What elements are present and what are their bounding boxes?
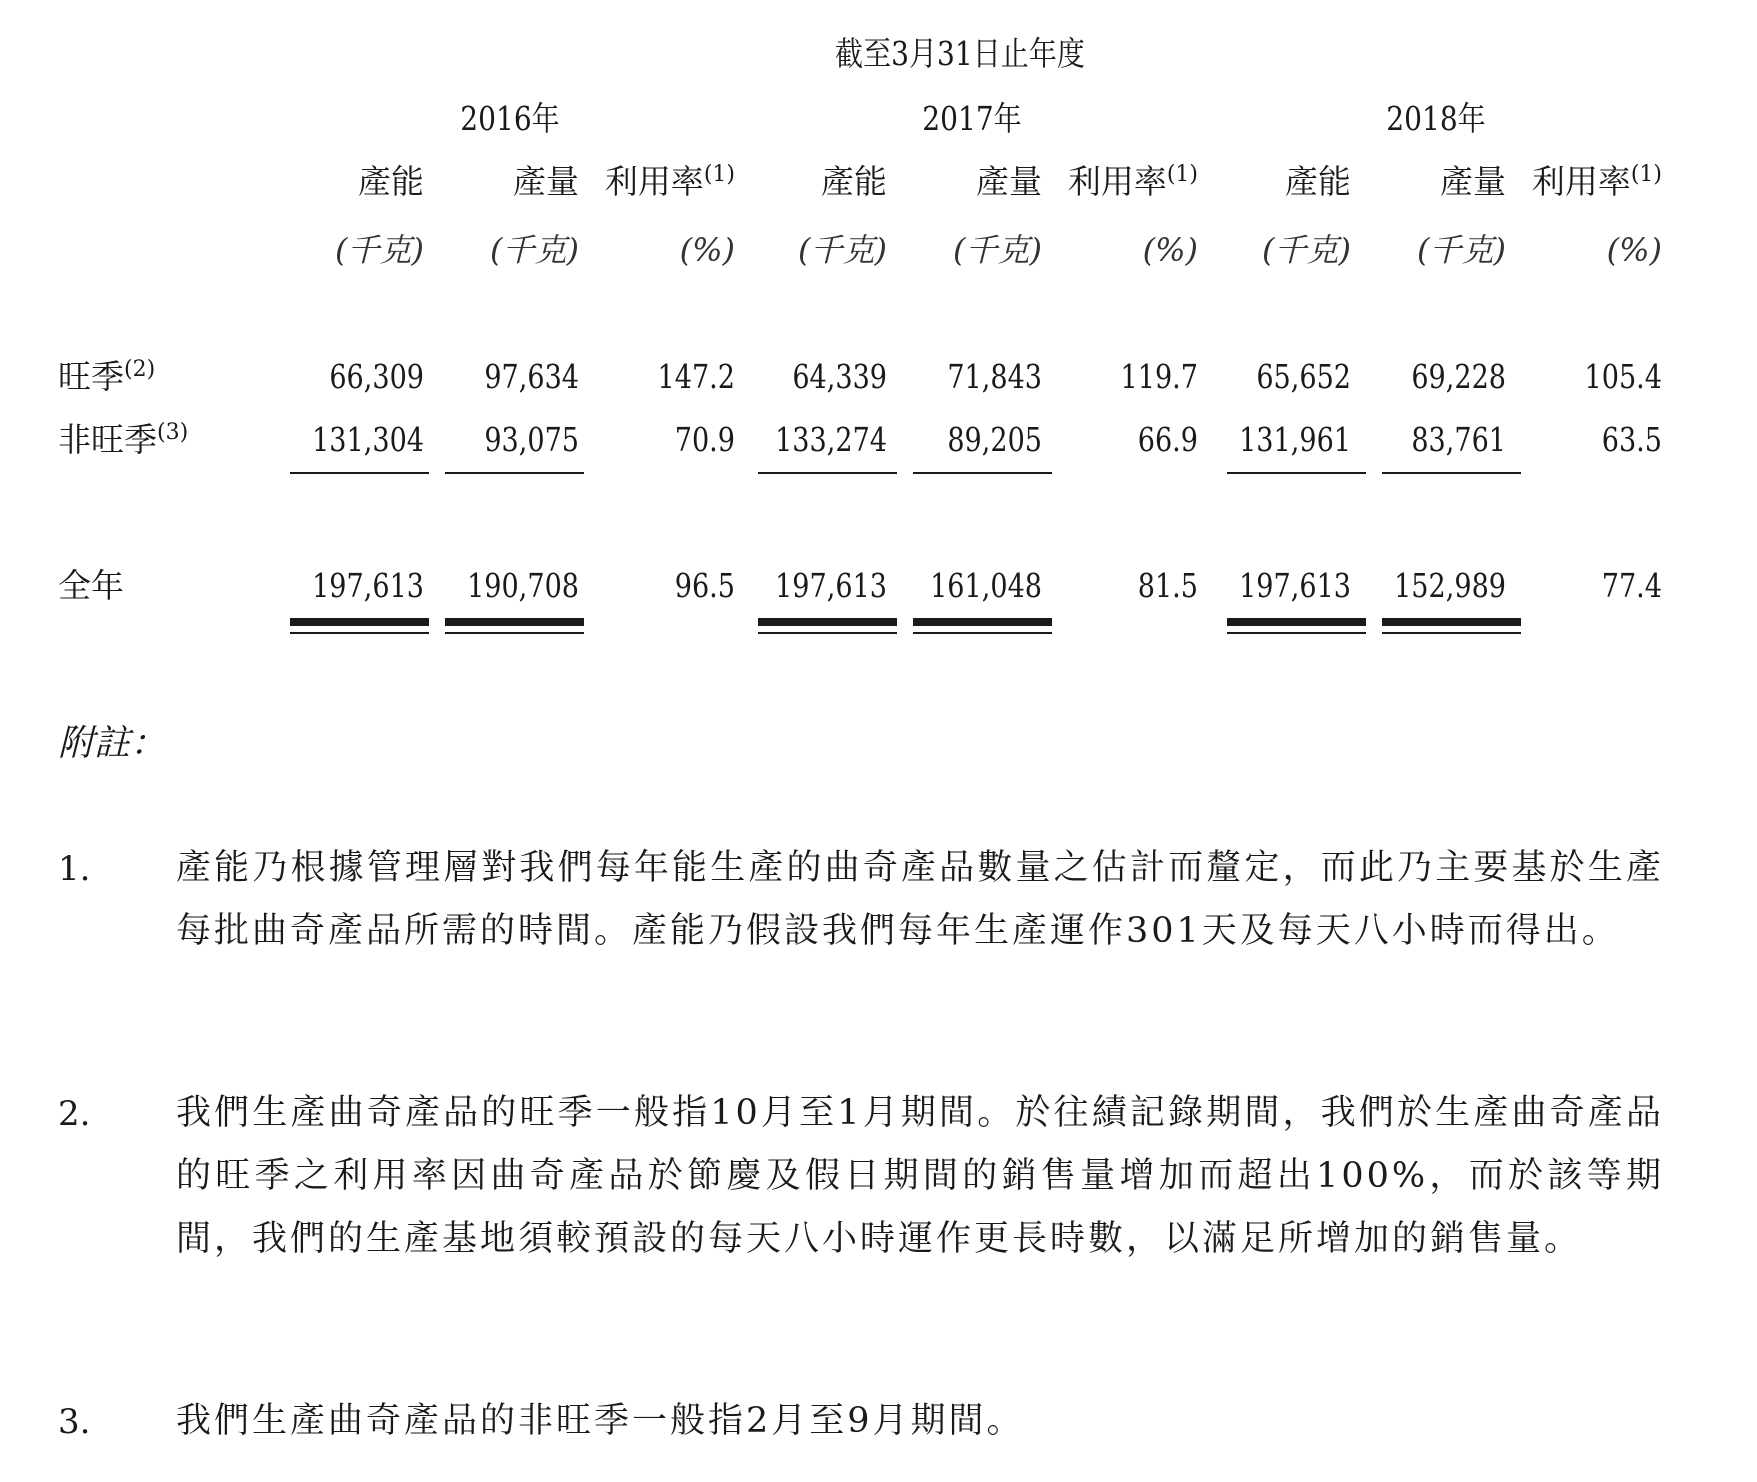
col-capacity-2016: 產能 <box>358 162 424 201</box>
subtotal-rule <box>758 472 897 474</box>
unit-percent: (%) <box>1142 231 1198 269</box>
total-rule-thick <box>758 618 897 626</box>
col-utilization-2017 <box>1048 160 1198 204</box>
table-cell: 83,761 <box>1411 420 1506 459</box>
note-text: 產能乃根據管理層對我們每年能生產的曲奇產品數量之估計而釐定，而此乃主要基於生產每批曲奇產品所需的時間。產能乃假設我們每年生產運作301天及每天八小時而得出。 <box>176 848 1664 951</box>
table-cell: 133,274 <box>775 420 887 459</box>
note-text: 我們生產曲奇產品的非旺季一般指2月至9月期間。 <box>176 1401 1025 1441</box>
footnote-ref: (3) <box>157 420 189 445</box>
table-cell: 96.5 <box>674 566 735 605</box>
table-cell: 197,613 <box>312 566 424 605</box>
table-cell: 89,205 <box>947 420 1042 459</box>
row-label-text: 全年 <box>58 566 124 605</box>
note-number: 3. <box>58 1402 91 1442</box>
table-title: 截至3月31日止年度 <box>835 34 1085 73</box>
row-label-text: 非旺季 <box>58 420 157 459</box>
total-rule-thin <box>445 632 584 634</box>
table-cell: 197,613 <box>775 566 887 605</box>
notes-title: 附註： <box>58 723 167 764</box>
table-cell: 66.9 <box>1137 420 1198 459</box>
table-cell: 147.2 <box>657 357 735 396</box>
total-rule-thick <box>1227 618 1366 626</box>
table-cell: 64,339 <box>792 357 887 396</box>
note-text: 我們生產曲奇產品的旺季一般指10月至1月期間。於往績記錄期間，我們於生產曲奇產品的旺季之利用率因曲奇產品於節慶及假日期間的銷售量增加而超出100%，而於該等期間，我們的生產基地須較預設的每天八小時運作更長時數，以滿足所增加的銷售量。 <box>176 1093 1664 1259</box>
footnote-ref: (1) <box>703 162 735 187</box>
col-output-2016: 產量 <box>513 162 579 201</box>
table-cell: 77.4 <box>1601 566 1662 605</box>
col-output-2018: 產量 <box>1440 162 1506 201</box>
subtotal-rule <box>1227 472 1366 474</box>
table-cell: 65,652 <box>1256 357 1351 396</box>
table-cell: 93,075 <box>484 420 579 459</box>
row-label-offpeak <box>58 418 188 462</box>
subtotal-rule <box>1382 472 1521 474</box>
table-cell: 71,843 <box>947 357 1042 396</box>
subtotal-rule <box>290 472 429 474</box>
total-rule-thin <box>1382 632 1521 634</box>
unit-kg: (千克) <box>1262 231 1351 269</box>
unit-kg: (千克) <box>798 231 887 269</box>
year-2017-header: 2017年 <box>922 99 1022 138</box>
table-cell: 70.9 <box>674 420 735 459</box>
total-rule-thin <box>913 632 1052 634</box>
table-cell: 152,989 <box>1394 566 1506 605</box>
table-cell: 197,613 <box>1239 566 1351 605</box>
year-2018-header: 2018年 <box>1386 99 1486 138</box>
row-label-fullyear <box>58 564 124 608</box>
total-rule-thick <box>913 618 1052 626</box>
note-number: 2. <box>58 1094 91 1134</box>
footnote-ref: (1) <box>1166 162 1198 187</box>
total-rule-thick <box>290 618 429 626</box>
col-utilization-label: 利用率 <box>1531 162 1631 201</box>
row-label-text: 旺季 <box>58 357 124 396</box>
total-rule-thin <box>1227 632 1366 634</box>
table-cell: 81.5 <box>1137 566 1198 605</box>
footnote-ref: (2) <box>124 357 156 382</box>
col-capacity-2018: 產能 <box>1285 162 1351 201</box>
table-cell: 161,048 <box>930 566 1042 605</box>
total-rule-thin <box>758 632 897 634</box>
note-number: 1. <box>58 849 91 889</box>
table-cell: 97,634 <box>484 357 579 396</box>
table-cell: 66,309 <box>329 357 424 396</box>
col-output-2017: 產量 <box>976 162 1042 201</box>
unit-percent: (%) <box>1606 231 1662 269</box>
year-2016-header: 2016年 <box>460 99 560 138</box>
table-cell: 119.7 <box>1120 357 1198 396</box>
unit-kg: (千克) <box>335 231 424 269</box>
col-utilization-2016 <box>585 160 735 204</box>
table-cell: 105.4 <box>1584 357 1662 396</box>
total-rule-thick <box>445 618 584 626</box>
unit-percent: (%) <box>679 231 735 269</box>
footnote-ref: (1) <box>1630 162 1662 187</box>
total-rule-thin <box>290 632 429 634</box>
table-cell: 190,708 <box>467 566 579 605</box>
total-rule-thick <box>1382 618 1521 626</box>
unit-kg: (千克) <box>953 231 1042 269</box>
row-label-peak <box>58 355 155 399</box>
subtotal-rule <box>445 472 584 474</box>
col-utilization-2018 <box>1512 160 1662 204</box>
table-cell: 131,304 <box>312 420 424 459</box>
col-utilization-label: 利用率 <box>604 162 704 201</box>
table-cell: 69,228 <box>1411 357 1506 396</box>
col-capacity-2017: 產能 <box>821 162 887 201</box>
unit-kg: (千克) <box>1417 231 1506 269</box>
table-cell: 63.5 <box>1601 420 1662 459</box>
table-cell: 131,961 <box>1239 420 1351 459</box>
subtotal-rule <box>913 472 1052 474</box>
col-utilization-label: 利用率 <box>1067 162 1167 201</box>
unit-kg: (千克) <box>490 231 579 269</box>
